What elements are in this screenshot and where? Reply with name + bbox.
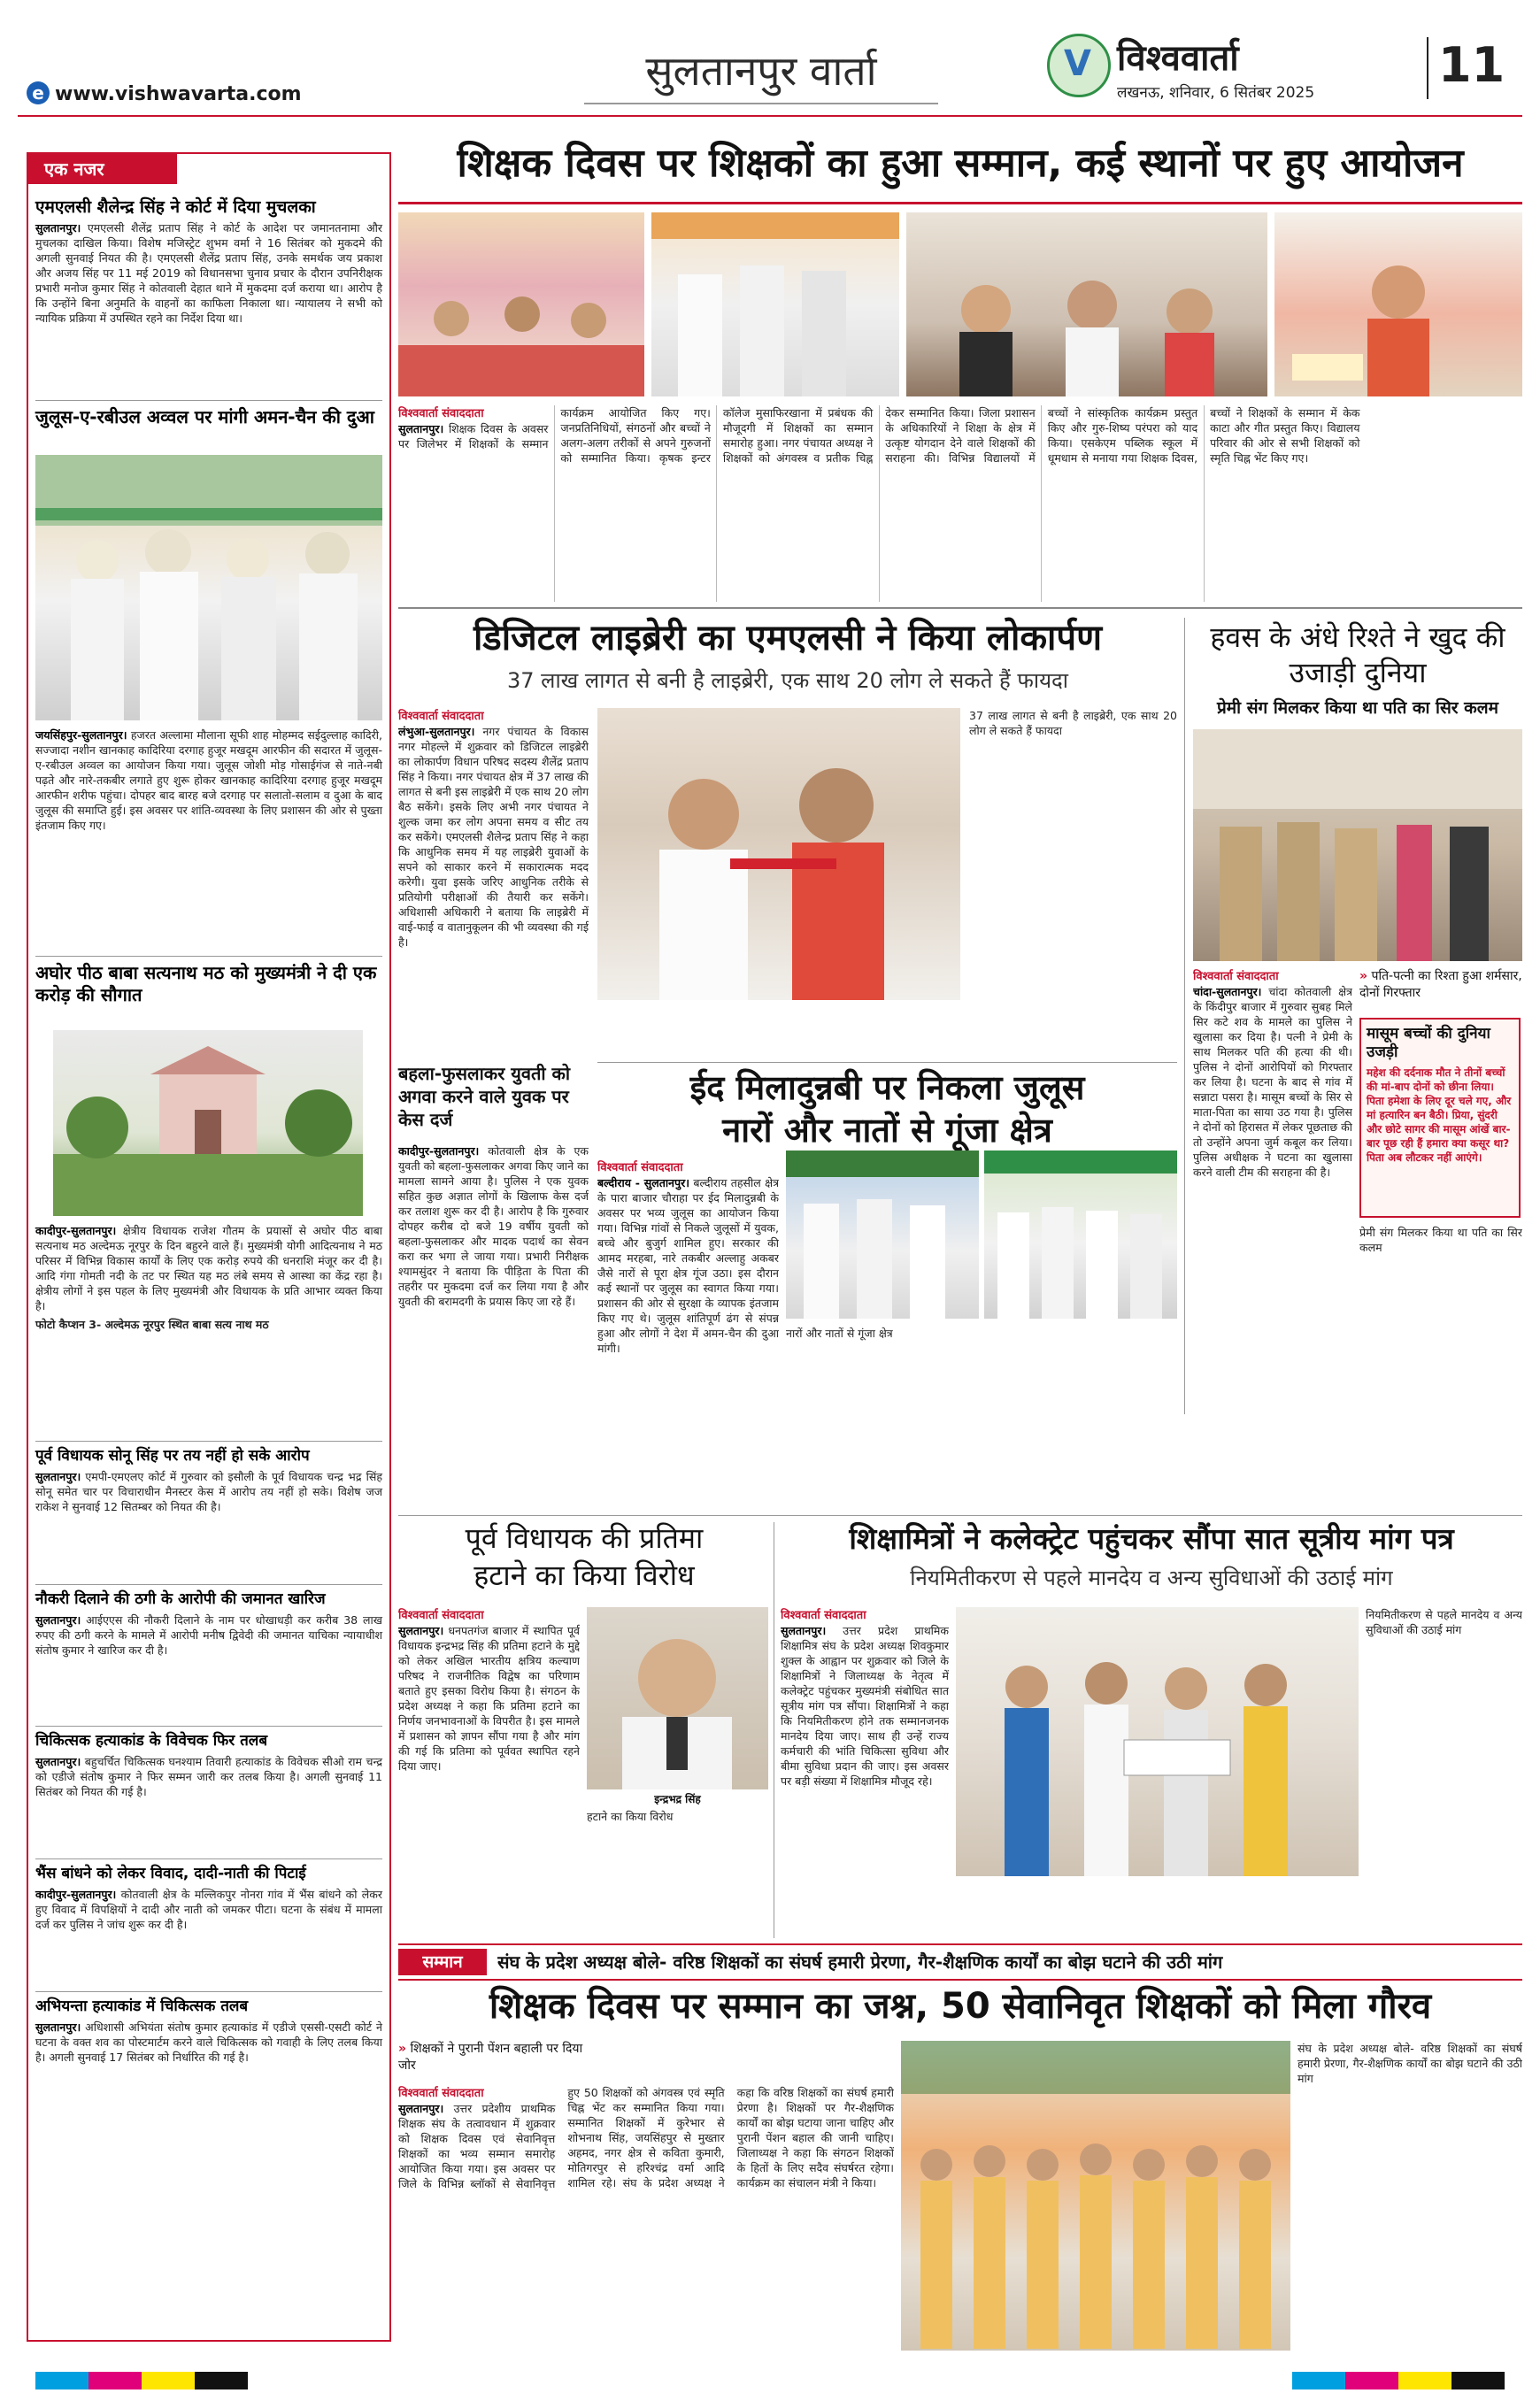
bahla-body bbox=[398, 1143, 589, 1506]
jashn-body-cont bbox=[1297, 2041, 1522, 2351]
library-body-cont bbox=[969, 708, 1177, 1000]
brief-text: अधिशासी अभियंता संतोष कुमार हत्याकांड में एडीजे एससी-एसटी कोर्ट ने घटना के वक्त शव का पोस्टमार्टम करने वाले चिकित्सक को गवाही के लिए तलब किया है। अगली सुनवाई 17 सितंबर को निर्धारित की गई है। bbox=[35, 2020, 382, 2064]
ek-nazar-item-7 bbox=[35, 1853, 382, 1932]
lead-bottom-rule bbox=[398, 607, 1522, 609]
brief-dateline: सुलतानपुर। bbox=[35, 1470, 81, 1483]
library-text: नगर पंचायत के विकास नगर मोहल्ले में शुक्रवार को डिजिटल लाइब्रेरी का लोकार्पण विधान परिषद सदस्य शैलेंद्र प्रताप सिंह ने किया। नगर पंचायत क्षेत्र में 37 लाख की लागत से बनी इस लाइब्रेरी में एक साथ 20 लोग बैठ सकेंगे। इसके लिए अभी नगर पंचायत ने शुल्क जमा कर लोग अपना समय व सीट तय कर सकेंगे। एमएलसी शैलेन्द्र प्रताप सिंह ने कहा कि आधुनिक समय में यह लाइब्रेरी युवाओं के सपने को साकार करने में सकारात्मक मदद करेगी। युवा इसके जरिए आधुनिक तरीके से प्रतियोगी परीक्षाओं की तैयारी कर सकेंगे। अधिशासी अधिकारी ने बताया कि लाइब्रेरी में वाई-फाई व वातानुकूलन की भी व्यवस्था की गई है। bbox=[398, 725, 589, 949]
brief-headline: चिकित्सक हत्याकांड के विवेचक फिर तलब bbox=[35, 1732, 268, 1750]
eid-photo-1-art bbox=[786, 1150, 979, 1319]
shikshamitra-body-cont bbox=[1366, 1607, 1522, 1935]
shikshamitra-byline: विश्ववार्ता संवाददाता bbox=[781, 1609, 866, 1622]
brief-headline: अघोर पीठ बाबा सत्यनाथ मठ को मुख्यमंत्री ने दी एक करोड़ की सौगात bbox=[35, 962, 377, 1005]
eid-photo-2-art bbox=[984, 1150, 1177, 1319]
hawas-box-body: महेश की दर्दनाक मौत ने तीनों बच्चों की मां-बाप दोनों को छीना लिया। पिता हमेशा के लिए दूर चले गए, और मां हत्यारिन बन बैठी। प्रिया, सुंदरी और छोटे सागर की मासूम आंखें बार-बार पूछ रही हैं हमारा क्या कसूर था? पिता अब लौटकर नहीं आएंगे। bbox=[1367, 1066, 1512, 1164]
samman-strip bbox=[398, 1943, 1522, 1981]
lead-photo-2-art bbox=[651, 212, 899, 396]
lead-photo-3-art bbox=[906, 212, 1267, 396]
shikshamitra-photo bbox=[956, 1607, 1359, 1876]
ek-nazar-item-2-head bbox=[35, 395, 382, 431]
hawas-side-text: पति-पत्नी का रिश्ता हुआ शर्मसार, दोनों गिरफ्तार bbox=[1359, 969, 1522, 1000]
jashn-dateline: सुलतानपुर। bbox=[398, 2102, 444, 2115]
eid-body bbox=[597, 1159, 779, 1513]
website-url[interactable]: www.vishwavarta.com bbox=[55, 83, 302, 105]
brief-text: एमएलसी शैलेंद्र प्रताप सिंह ने कोर्ट के आदेश पर जमानतनामा और मुचलका दाखिल किया। विशेष मजिस्ट्रेट शुभम वर्मा ने 16 सितंबर को मुकदमे की अगली सुनवाई नियत की है। एमएलसी शैलेंद्र प्रताप सिंह, उनके समर्थक जय प्रकाश और अजय सिंह पर 11 मई 2019 को विधानसभा चुनाव प्रचार के दौरान उपनिरीक्षक प्रभारी मनोज कुमार सिंह ने कोतवाली देहात थाने में मुकदमा दर्ज कराया था। आरोप है कि उन्होंने बिना अनुमति के वाहनों का काफिला निकाला था। न्यायालय ने सभी को न्यायिक प्रक्रिया में उपस्थित रहने का निर्देश दिया था। bbox=[35, 221, 382, 325]
eid-headline-1: ईद मिलादुन्नबी पर निकला जुलूस bbox=[689, 1068, 1085, 1107]
lead-photo-1-art bbox=[398, 212, 644, 396]
page-number: 11 bbox=[1438, 37, 1505, 93]
eid-body-cont bbox=[786, 1326, 1177, 1512]
brief-dateline: जयसिंहपुर-सुलतानपुर। bbox=[35, 728, 127, 742]
pratima-dateline: सुलतानपुर। bbox=[398, 1624, 444, 1637]
math-photo-art bbox=[53, 1030, 363, 1216]
shikshamitra-subhead: नियमितीकरण से पहले मानदेय व अन्य सुविधाओं की उठाई मांग bbox=[910, 1566, 1393, 1590]
hawas-body-cont bbox=[1359, 1225, 1522, 1402]
eid-photo-2 bbox=[984, 1150, 1177, 1319]
jashn-side-note bbox=[398, 2041, 584, 2074]
samman-strip-text: संघ के प्रदेश अध्यक्ष बोले- वरिष्ठ शिक्षकों का संघर्ष हमारी प्रेरणा, गैर-शैक्षणिक कार्यों का बोझ घटाने की उठी मांग bbox=[497, 1951, 1223, 1973]
hawas-photo bbox=[1193, 729, 1522, 961]
lead-photo-4 bbox=[1274, 212, 1522, 396]
math-caption: फोटो कैप्शन 3- अल्देमऊ नूरपुर स्थित बाबा सत्य नाथ मठ bbox=[35, 1318, 269, 1331]
brief-headline: नौकरी दिलाने की ठगी के आरोपी की जमानत खारिज bbox=[35, 1590, 326, 1608]
hawas-box bbox=[1359, 1018, 1521, 1218]
ek-nazar-item-3 bbox=[35, 1223, 382, 1332]
shikshamitra-text: उत्तर प्रदेश प्राथमिक शिक्षामित्र संघ के प्रदेश अध्यक्ष शिवकुमार शुक्ल के आह्वान पर शुक्रवार को जिले के शिक्षामित्रों ने जिलाध्यक्ष के नेतृत्व में कलेक्ट्रेट पहुंचकर मुख्यमंत्री संबोधित सात सूत्रीय मांग पत्र सौंपा। शिक्षामित्रों ने कहा कि नियमितीकरण होने तक सम्मानजनक मानदेय दिया जाए। साथ ही उन्हें राज्य कर्मचारी की भांति चिकित्सा सुविधा और बीमा सुविधा प्रदान की जाए। इस अवसर पर बड़ी संख्या में शिक्षामित्र मौजूद रहे। bbox=[781, 1624, 949, 1788]
lead-photo-4-art bbox=[1274, 212, 1522, 396]
shikshamitra-body bbox=[781, 1607, 949, 1935]
eid-dateline: बल्दीराय - सुलतानपुर। bbox=[597, 1176, 689, 1189]
brief-dateline: कादीपुर-सुलतानपुर। bbox=[35, 1224, 117, 1237]
library-dateline: लंभुआ-सुलतानपुर। bbox=[398, 725, 475, 738]
bahla-headline: बहला-फुसलाकर युवती को अगवा करने वाले युवक पर केस दर्ज bbox=[398, 1063, 571, 1130]
hawas-subhead: प्रेमी संग मिलकर किया था पति का सिर कलम bbox=[1216, 698, 1499, 718]
library-byline: विश्ववार्ता संवाददाता bbox=[398, 710, 484, 723]
lead-headline: शिक्षक दिवस पर शिक्षकों का हुआ सम्मान, कई स्थानों पर हुए आयोजन bbox=[457, 141, 1464, 186]
hawas-text-cont: प्रेमी संग मिलकर किया था पति का सिर कलम bbox=[1359, 1226, 1522, 1254]
jashn-photo bbox=[901, 2041, 1290, 2351]
ek-nazar-item-1 bbox=[35, 193, 382, 326]
pratima-body bbox=[398, 1607, 580, 1935]
masthead-rule bbox=[18, 115, 1522, 117]
shikshamitra-photo-art bbox=[956, 1607, 1359, 1876]
lead-byline: विश्ववार्ता संवाददाता bbox=[398, 407, 484, 420]
julus-photo-art bbox=[35, 455, 382, 720]
ek-nazar-column bbox=[27, 152, 391, 2342]
brief-headline: एमएलसी शैलेन्द्र सिंह ने कोर्ट में दिया मुचलका bbox=[35, 197, 316, 217]
pratima-text: धनपतगंज बाजार में स्थापित पूर्व विधायक इन्द्रभद्र सिंह की प्रतिमा हटाने के मुद्दे को लेकर अखिल भारतीय क्षत्रिय कल्याण परिषद ने राजनीतिक विद्वेष का परिणाम बताते हुए इसका विरोध किया है। संगठन के प्रदेश अध्यक्ष ने कहा कि प्रतिमा हटाने का निर्णय जनभावनाओं के विपरीत है। इस मामले में प्रशासन को ज्ञापन सौंपा गया है और मांग की गई कि प्रतिमा को पूर्ववत स्थापित रहने दिया जाए। bbox=[398, 1624, 580, 1773]
samman-tag: सम्मान bbox=[398, 1949, 487, 1975]
web-icon: e bbox=[27, 81, 50, 104]
brief-headline: अभियन्ता हत्याकांड में चिकित्सक तलब bbox=[35, 1997, 249, 2015]
bahla-dateline: कादीपुर-सुलतानपुर। bbox=[398, 1144, 480, 1158]
hawas-headline: हवस के अंधे रिश्ते ने खुद की उजाड़ी दुनिया bbox=[1210, 620, 1505, 689]
shikshamitra-text-cont: नियमितीकरण से पहले मानदेय व अन्य सुविधाओं की उठाई मांग bbox=[1366, 1608, 1522, 1636]
brief-dateline: सुलतानपुर। bbox=[35, 2020, 81, 2034]
brief-dateline: सुलतानपुर। bbox=[35, 1613, 81, 1627]
brief-text: बहुचर्चित चिकित्सक घनश्याम तिवारी हत्याकांड के विवेचक सीओ राम चन्द्र को एडीजे संतोष कुमार ने फिर सम्मन जारी कर तलब किया है। अगली सुनवाई 11 सितंबर को नियत की गई है। bbox=[35, 1755, 382, 1798]
jashn-side-text: शिक्षकों ने पुरानी पेंशन बहाली पर दिया जोर bbox=[398, 2042, 583, 2073]
lead-photo-1 bbox=[398, 212, 644, 396]
library-body bbox=[398, 708, 589, 1062]
pratima-body-cont bbox=[587, 1809, 768, 1935]
brief-dateline: सुलतानपुर। bbox=[35, 221, 81, 235]
ek-nazar-item-2 bbox=[35, 727, 382, 833]
lead-photo-3 bbox=[906, 212, 1267, 396]
ek-nazar-item-4 bbox=[35, 1435, 382, 1514]
eid-text: बल्दीराय तहसील क्षेत्र के पारा बाजार चौराहा पर ईद मिलादुन्नबी के अवसर पर भव्य जुलूस का आयोजन किया गया। विभिन्न गांवों से निकले जुलूसों में युवक, बच्चे और बुजुर्ग शामिल हुए। सरकार की आमद मरहबा, नारे तकबीर अल्लाहु अकबर जैसे नारों से पूरा क्षेत्र गूंज उठा। इस दौरान कई स्थानों पर जुलूस का स्वागत किया गया। प्रशासन की ओर से सुरक्षा के व्यापक इंतजाम किए गए थे। जुलूस शांतिपूर्ण ढंग से संपन्न हुआ और लोगों ने देश में अमन-चैन की दुआ मांगी। bbox=[597, 1176, 779, 1355]
eid-byline: विश्ववार्ता संवाददाता bbox=[597, 1161, 683, 1174]
pratima-photo-art bbox=[587, 1607, 768, 1789]
ek-nazar-item-5 bbox=[35, 1579, 382, 1658]
hawas-body bbox=[1193, 968, 1352, 1393]
jashn-headline: शिक्षक दिवस पर सम्मान का जश्न, 50 सेवानिवृत शिक्षकों को मिला गौरव bbox=[489, 1986, 1432, 2027]
brief-dateline: सुलतानपुर। bbox=[35, 1755, 81, 1768]
lead-text: शिक्षक दिवस के अवसर पर जिलेभर में शिक्षकों के सम्मान कार्यक्रम आयोजित किए गए। जनप्रतिनिधियों, संगठनों और बच्चों ने अलग-अलग तरीकों से अपने गुरुजनों को सम्मानित किया। कृषक इन्टर कॉलेज मुसाफिरखाना में प्रबंधक की मौजूदगी में शिक्षकों का सम्मान समारोह हुआ। नगर पंचायत अध्यक्ष ने शिक्षकों को अंगवस्त्र व प्रतीक चिह्न देकर सम्मानित किया। जिला प्रशासन के अधिकारियों ने शिक्षा के क्षेत्र में उत्कृष्ट योगदान देने वाले शिक्षकों की सराहना की। विभिन्न विद्यालयों में बच्चों ने सांस्कृतिक कार्यक्रम प्रस्तुत किए और गुरु-शिष्य परंपरा को याद किया। एसकेएम पब्लिक स्कूल में धूमधाम से मनाया गया शिक्षक दिवस, बच्चों ने शिक्षकों के सम्मान में केक काटा और गीत प्रस्तुत किए। विद्यालय परिवार की ओर से सभी शिक्षकों को स्मृति चिह्न भेंट किए गए। bbox=[398, 406, 1360, 465]
ek-nazar-item-3-head bbox=[35, 950, 382, 1010]
julus-photo bbox=[35, 455, 382, 720]
math-photo bbox=[53, 1030, 363, 1216]
shikshamitra-headline: शिक्षामित्रों ने कलेक्ट्रेट पहुंचकर सौंपा सात सूत्रीय मांग पत्र bbox=[849, 1521, 1454, 1556]
lead-body bbox=[398, 405, 1522, 602]
library-subhead: 37 लाख लागत से बनी है लाइब्रेरी, एक साथ 20 लोग ले सकते हैं फायदा bbox=[507, 668, 1068, 693]
pratima-text-cont: हटाने का किया विरोध bbox=[587, 1810, 674, 1823]
library-photo-art bbox=[597, 708, 960, 1000]
hawas-dateline: चांदा-सुलतानपुर। bbox=[1193, 985, 1262, 998]
library-photo bbox=[597, 708, 960, 1000]
library-text-cont: 37 लाख लागत से बनी है लाइब्रेरी, एक साथ 20 लोग ले सकते हैं फायदा bbox=[969, 709, 1177, 737]
pratima-rule bbox=[398, 1515, 1522, 1516]
library-headline: डिजिटल लाइब्रेरी का एमएलसी ने किया लोकार्पण bbox=[473, 618, 1103, 658]
brief-text: आईएएस की नौकरी दिलाने के नाम पर धोखाधड़ी कर करीब 38 लाख रुपए की ठगी करने के मामले में आरोपी मनीष द्विवेदी की जमानत याचिका न्यायाधीश संतोष कुमार ने खारिज कर दी है। bbox=[35, 1613, 382, 1657]
jashn-text-cont: संघ के प्रदेश अध्यक्ष बोले- वरिष्ठ शिक्षकों का संघर्ष हमारी प्रेरणा, गैर-शैक्षणिक कार्यों का बोझ घटाने की उठी मांग bbox=[1297, 2042, 1522, 2085]
hawas-text: चांदा कोतवाली क्षेत्र के किंदीपुर बाजार में गुरुवार सुबह मिले सिर कटे शव के मामले का पुलिस ने खुलासा कर दिया है। पत्नी ने प्रेमी के साथ मिलकर पति की हत्या की थी। पुलिस ने दोनों आरोपियों को गिरफ्तार कर लिया है। घटना के बाद से गांव में सन्नाटा पसरा है। मासूम बच्चों के सिर से माता-पिता का साया उठ गया है। पुलिस ने दोनों को हिरासत में लेकर पूछताछ की तो उन्होंने अपना जुर्म कबूल कर लिया। पुलिस अधीक्षक ने घटना का खुलासा करने वाली टीम की सराहना की है। bbox=[1193, 985, 1352, 1179]
hawas-side-note bbox=[1359, 968, 1522, 1002]
ek-nazar-label: एक नजर bbox=[28, 154, 177, 184]
eid-text-cont: नारों और नातों से गूंजा क्षेत्र bbox=[786, 1327, 893, 1340]
jashn-text: उत्तर प्रदेशीय प्राथमिक शिक्षक संघ के तत्वावधान में शुक्रवार को शिक्षक दिवस एवं सेवानिवृत्त शिक्षकों का भव्य सम्मान समारोह आयोजित किया गया। इस अवसर पर जिले के विभिन्न ब्लॉकों से सेवानिवृत्त हुए 50 शिक्षकों को अंगवस्त्र एवं स्मृति चिह्न भेंट कर सम्मानित किया गया। सम्मानित शिक्षकों में कुरेभार से शोभनाथ सिंह, जयसिंहपुर से मुख्तार अहमद, नगर क्षेत्र से कविता कुमारी, मोतिगरपुर से हरिश्चंद्र वर्मा आदि शामिल रहे। संघ के प्रदेश अध्यक्ष ने कहा कि वरिष्ठ शिक्षकों का संघर्ष हमारी प्रेरणा है। शिक्षकों पर गैर-शैक्षणिक कार्यों का बोझ घटाया जाना चाहिए और पुरानी पेंशन बहाल की जानी चाहिए। जिलाध्यक्ष ने कहा कि संगठन शिक्षकों के हितों के लिए सदैव संघर्षरत रहेगा। कार्यक्रम का संचालन मंत्री ने किया। bbox=[398, 2086, 894, 2190]
brief-text: क्षेत्रीय विधायक राजेश गौतम के प्रयासों से अघोर पीठ बाबा सत्यनाथ मठ अल्देमऊ नूरपुर के दिन बहुरने वाले हैं। मुख्यमंत्री योगी आदित्यनाथ ने मठ परिसर में विभिन्न विकास कार्यों के लिए एक करोड़ रुपये की धनराशि मंजूर कर दी है। आदि गंगा गोमती नदी के तट पर स्थित यह मठ लंबे समय से आस्था का केंद्र रहा है। क्षेत्रीय लोगों ने इस पहल के लिए मुख्यमंत्री और विधायक के प्रति आभार व्यक्त किया है। bbox=[35, 1224, 382, 1312]
quote-icon: » bbox=[398, 2042, 407, 2056]
print-color-strip bbox=[0, 2372, 1540, 2389]
jashn-body bbox=[398, 2085, 894, 2351]
ek-nazar-item-6 bbox=[35, 1720, 382, 1799]
page-number-box bbox=[1427, 37, 1428, 99]
masthead bbox=[0, 0, 1540, 124]
brand-name: विश्ववार्ता bbox=[1117, 38, 1239, 79]
dateline: लखनऊ, शनिवार, 6 सितंबर 2025 bbox=[1117, 84, 1315, 102]
quote-icon: » bbox=[1359, 969, 1368, 983]
brief-body bbox=[35, 220, 382, 326]
section-title: सुलतानपुर वार्ता bbox=[645, 47, 877, 95]
section-underline bbox=[584, 103, 938, 104]
hawas-byline: विश्ववार्ता संवाददाता bbox=[1193, 970, 1279, 983]
lead-photo-2 bbox=[651, 212, 899, 396]
brief-headline: पूर्व विधायक सोनू सिंह पर तय नहीं हो सके आरोप bbox=[35, 1447, 310, 1465]
brief-text: हजरत अल्लामा मौलाना सूफी शाह मोहम्मद सईदुल्लाह कादिरी, सज्जादा नशीन खानकाह कादिरिया दरगाह हुजूर मखदूम आरफीन की सदारत में जुलूस-ए-रबीउल अव्वल का आयोजन किया गया। जुलूस जोशी मोड़ गोसाईगंज से नाते-नबी पढ़ते और नारे-तकबीर लगाते हुए शुरू होकर खानकाह कादिरिया दरगाह हुजूर मखदूम आरफीन शरीफ पहुंचा। दोपहर बाद बारह बजे दरगाह पर सलातो-सलाम व दुआ के बाद जुलूस की समाप्ति हुई। इस अवसर पर शांति-व्यवस्था के लिए प्रशासन की ओर से पुख्ता इंतजाम किए गए। bbox=[35, 728, 382, 832]
brief-text: कोतवाली क्षेत्र के मल्लिकपुर नोनरा गांव में भैंस बांधने को लेकर हुए विवाद में विपक्षियों ने दादी और नाती को जमकर पीटा। घटना के संबंध में मामला दर्ज कर पुलिस ने जांच शुरू कर दी है। bbox=[35, 1888, 382, 1931]
brief-dateline: कादीपुर-सुलतानपुर। bbox=[35, 1888, 117, 1901]
hawas-photo-art bbox=[1193, 729, 1522, 961]
eid-rule bbox=[597, 1062, 1177, 1063]
pratima-photo bbox=[587, 1607, 768, 1789]
pratima-caption: इन्द्रभद्र सिंह bbox=[654, 1793, 701, 1805]
shikshamitra-dateline: सुलतानपुर। bbox=[781, 1624, 827, 1637]
jashn-photo-art bbox=[901, 2041, 1290, 2351]
jashn-byline: विश्ववार्ता संवाददाता bbox=[398, 2087, 484, 2100]
ek-nazar-item-8 bbox=[35, 1986, 382, 2065]
lead-rule bbox=[398, 202, 1522, 204]
pratima-byline: विश्ववार्ता संवाददाता bbox=[398, 1609, 484, 1622]
eid-photo-1 bbox=[786, 1150, 979, 1319]
brief-headline: भैंस बांधने को लेकर विवाद, दादी-नाती की पिटाई bbox=[35, 1865, 306, 1882]
pratima-headline-2: हटाने का किया विरोध bbox=[474, 1558, 695, 1592]
hawas-box-headline: मासूम बच्चों की दुनिया उजड़ी bbox=[1367, 1025, 1490, 1061]
bahla-text: कोतवाली क्षेत्र के एक युवती को बहला-फुसलाकर अगवा किए जाने का मामला सामने आया है। पुलिस ने एक युवक सहित कुछ अज्ञात लोगों के खिलाफ केस दर्ज कर तलाश शुरू कर दी है। आरोप है कि गुरुवार दोपहर करीब दो बजे 19 वर्षीय युवती को बहला-फुसलाकर और मादक पदार्थ का सेवन करा कर भगा ले जाया गया। प्रभारी निरीक्षक श्यामसुंदर ने बताया कि पीड़िता के पिता की तहरीर पर मुकदमा दर्ज कर लिया गया है और युवती की बरामदगी के प्रयास किए जा रहे हैं। bbox=[398, 1144, 589, 1308]
brief-text: एमपी-एमएलए कोर्ट में गुरुवार को इसौली के पूर्व विधायक चन्द्र भद्र सिंह सोनू समेत चार पर विचाराधीन मैनस्टर केस में आरोप तय नहीं हो सके। विशेष जज राकेश ने सुनवाई 12 सितम्बर को नियत की है। bbox=[35, 1470, 382, 1513]
eid-headline-2: नारों और नातों से गूंजा क्षेत्र bbox=[722, 1111, 1052, 1150]
brand-logo-icon: V bbox=[1047, 34, 1111, 97]
lead-dateline: सुलतानपुर। bbox=[398, 422, 444, 435]
brief-headline: जुलूस-ए-रबीउल अव्वल पर मांगी अमन-चैन की दुआ bbox=[35, 406, 374, 427]
hawas-divider bbox=[1184, 618, 1185, 1414]
pratima-headline-1: पूर्व विधायक की प्रतिमा bbox=[465, 1521, 704, 1555]
